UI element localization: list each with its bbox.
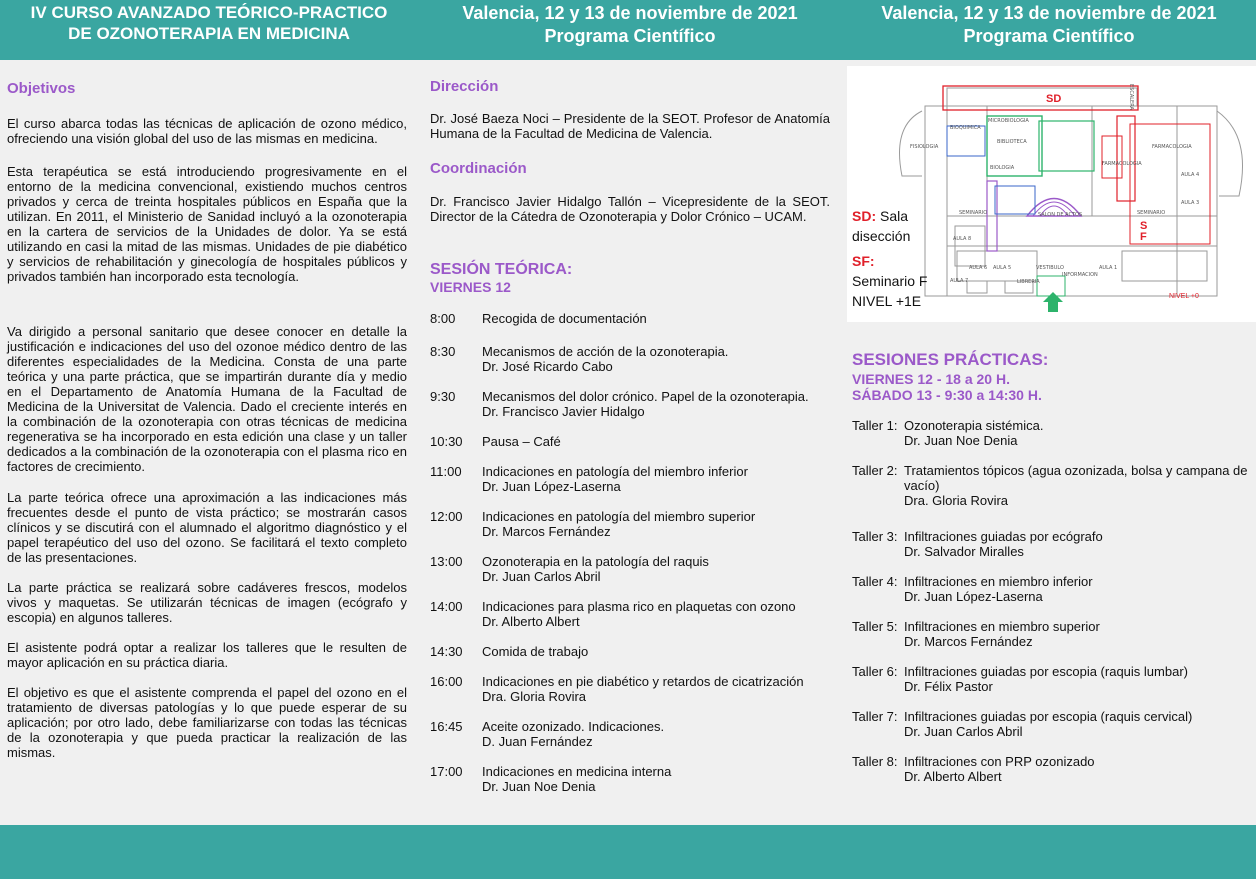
legend-sf-line1: Seminario F: [852, 273, 928, 289]
sesiones-practicas-saturday: SÁBADO 13 - 9:30 a 14:30 H.: [852, 387, 1042, 403]
course-title-line2: DE OZONOTERAPIA EN MEDICINA: [68, 24, 350, 43]
legend-sd-line1: Sala: [880, 208, 909, 224]
map-label-aula6: AULA 6: [969, 265, 988, 271]
map-label-aula3: AULA 3: [1181, 200, 1200, 206]
taller-title: Infiltraciones guiadas por escopia (raquis lumbar): [904, 664, 1188, 679]
coordinacion-title: Coordinación: [430, 160, 527, 177]
taller-label: Taller 8:: [852, 754, 898, 769]
direccion-text: Dr. José Baeza Noci – Presidente de la SEOT. Profesor de Anatomía Humana de la Facultad de Medicina de Valencia.: [430, 111, 830, 141]
map-label-aula7: AULA 7: [950, 278, 969, 284]
map-label-microbiologia: MICROBIOLOGIA: [988, 118, 1029, 124]
taller-speaker: Dr. Félix Pastor: [904, 679, 993, 694]
map-label-biologia: BIOLOGIA: [990, 165, 1015, 171]
map-label-aula4: AULA 4: [1181, 172, 1200, 178]
schedule-speaker: Dr. Alberto Albert: [482, 614, 580, 629]
map-label-seminario: SEMINARIO: [959, 210, 988, 216]
map-label-vestibulo: VESTIBULO: [1036, 265, 1064, 271]
course-title: [0, 2, 418, 44]
schedule-time: 14:00: [430, 599, 463, 614]
taller-label: Taller 2:: [852, 463, 898, 478]
sesion-teorica-day: VIERNES 12: [430, 279, 511, 295]
schedule-speaker: Dr. Francisco Javier Hidalgo: [482, 404, 645, 419]
footer-band: [0, 825, 1256, 879]
schedule-time: 10:30: [430, 434, 463, 449]
schedule-title: Indicaciones en pie diabético y retardos de cicatrización: [482, 674, 804, 689]
schedule-speaker: Dr. Juan López-Laserna: [482, 479, 621, 494]
map-label-seminario-2: SEMINARIO: [1137, 210, 1166, 216]
schedule-time: 11:00: [430, 464, 462, 479]
coordinacion-text: Dr. Francisco Javier Hidalgo Tallón – Vicepresidente de la SEOT. Director de la Cátedra de Ozonoterapia y Dolor Crónico – UCAM.: [430, 194, 830, 224]
schedule-time: 12:00: [430, 509, 463, 524]
objetivos-title: Objetivos: [7, 80, 76, 97]
taller-label: Taller 7:: [852, 709, 898, 724]
schedule-speaker: Dra. Gloria Rovira: [482, 689, 587, 704]
schedule-title: Indicaciones en patología del miembro superior: [482, 509, 756, 524]
map-label-sf-s: S: [1140, 220, 1148, 232]
schedule-title: Mecanismos del dolor crónico. Papel de la ozonoterapia.: [482, 389, 809, 404]
objetivos-paragraph: El objetivo es que el asistente comprenda el papel del ozono en el tratamiento de diversas patologías y lo que puede esperar de su aplicación; por otro lado, debe familiarizarse con todas las técnicas de la ozonoterapia y que pueda practicar la realización de las mismas.: [7, 685, 407, 760]
map-label-informacion: INFORMACION: [1062, 272, 1098, 278]
schedule-title: Ozonoterapia en la patología del raquis: [482, 554, 709, 569]
schedule-speaker: Dr. José Ricardo Cabo: [482, 359, 613, 374]
map-label-biblioteca: BIBLIOTECA: [997, 139, 1027, 145]
legend-sd-line2: disección: [852, 228, 911, 244]
map-label-fisiologia: FISIOLOGIA: [910, 144, 939, 150]
schedule-title: Indicaciones en medicina interna: [482, 764, 672, 779]
objetivos-paragraph: El asistente podrá optar a realizar los talleres que le resulten de mayor aplicación en su práctica diaria.: [7, 640, 407, 670]
map-label-salon: SALON DE ACTOS: [1038, 212, 1083, 218]
taller-speaker: Dr. Marcos Fernández: [904, 634, 1033, 649]
taller-label: Taller 1:: [852, 418, 898, 433]
program-line: Programa Científico: [963, 26, 1135, 46]
map-label-sd: SD: [1046, 93, 1062, 105]
objetivos-paragraph: El curso abarca todas las técnicas de aplicación de ozono médico, ofreciendo una visión global del uso de las mismas en medicina.: [7, 116, 407, 146]
taller-title: Infiltraciones guiadas por ecógrafo: [904, 529, 1103, 544]
schedule-time: 9:30: [430, 389, 456, 404]
taller-title: Infiltraciones guiadas por escopia (raquis cervical): [904, 709, 1193, 724]
taller-speaker: Dr. Juan Noe Denia: [904, 433, 1018, 448]
taller-label: Taller 4:: [852, 574, 898, 589]
schedule-time: 13:00: [430, 554, 463, 569]
schedule-time: 14:30: [430, 644, 463, 659]
schedule-title: Comida de trabajo: [482, 644, 589, 659]
schedule-time: 16:00: [430, 674, 463, 689]
taller-speaker: Dra. Gloria Rovira: [904, 493, 1009, 508]
objetivos-paragraph: Esta terapéutica se está introduciendo progresivamente en el entorno de la medicina convencional, existiendo muchos centros privados y cerca de treinta hospitales públicos en España que la utilizan. En 2011, el Ministerio de Sanidad incluyó a la ozonoterapia en la cartera de servicios de la Unidades de dolor. Ya se está utilizando en casi la mitad de las mismas. Unidades de pie diabético y servicios de rehabilitación y ginecología de hospitales públicos y privados también han incorporado esta tecnología.: [7, 164, 407, 284]
taller-label: Taller 3:: [852, 529, 898, 544]
legend-sf-line2: NIVEL +1E: [852, 293, 922, 309]
date-header-right: [842, 2, 1256, 48]
schedule-title: Aceite ozonizado. Indicaciones.: [482, 719, 665, 734]
taller-title: Infiltraciones con PRP ozonizado: [904, 754, 1095, 769]
schedule-time: 16:45: [430, 719, 463, 734]
schedule-speaker: Dr. Juan Carlos Abril: [482, 569, 601, 584]
schedule-time: 8:00: [430, 311, 456, 326]
schedule-speaker: Dr. Marcos Fernández: [482, 524, 611, 539]
taller-label: Taller 6:: [852, 664, 898, 679]
floor-plan-map: [847, 66, 1256, 322]
taller-speaker: Dr. Juan Carlos Abril: [904, 724, 1023, 739]
map-label-farmacologia: FARMACOLOGIA: [1102, 161, 1142, 167]
taller-label: Taller 5:: [852, 619, 898, 634]
taller-title: Infiltraciones en miembro inferior: [904, 574, 1093, 589]
objetivos-paragraph: La parte teórica ofrece una aproximación a las indicaciones más frecuentes desde el punto de vista práctico; se mostrarán casos clínicos y se discutirá con el alumnado el algoritmo diagnóstico y el papel terapéutico del uso del ozono. Se facilitará el texto completo de las presentaciones.: [7, 490, 407, 565]
taller-speaker: Dr. Salvador Miralles: [904, 544, 1024, 559]
schedule-title: Recogida de documentación: [482, 311, 647, 326]
objetivos-paragraph: La parte práctica se realizará sobre cadáveres frescos, modelos vivos y maquetas. Se utilizarán técnicas de imagen (ecógrafo y escopia) en algunos talleres.: [7, 580, 407, 625]
taller-speaker: Dr. Alberto Albert: [904, 769, 1002, 784]
map-label-aula1: AULA 1: [1099, 265, 1118, 271]
objetivos-paragraph: Va dirigido a personal sanitario que desee conocer en detalle la justificación e indicaciones del uso del ozonoe médico dentro de las diferentes especialidades de la Medicina. Consta de una parte teórica y una parte práctica, que se impartirán durante día y medio en el Departamento de Anatomía Humana de la Facultad de Medicina de la Universitat de Valencia. Dado el creciente interés en la combinación de la ozonoterapia con otras técnicas de medicina regenerativa se ha incorporado en esta edición una clase y un taller dedicados a la combinación de la ozonoterapia con el plasma rico en factores de crecimiento.: [7, 324, 407, 474]
map-label-escalera: ESCALERA: [1128, 84, 1134, 110]
schedule-title: Indicaciones en patología del miembro inferior: [482, 464, 748, 479]
date-header-center: [420, 2, 840, 48]
taller-title: Tratamientos tópicos (agua ozonizada, bolsa y campana de vacío): [904, 463, 1248, 493]
map-label-farmacologia-2: FARMACOLOGIA: [1152, 144, 1192, 150]
sesion-teorica-title: SESIÓN TEÓRICA:: [430, 261, 573, 278]
schedule-time: 8:30: [430, 344, 456, 359]
legend-sd-key: SD:: [852, 208, 877, 224]
schedule-speaker: D. Juan Fernández: [482, 734, 593, 749]
course-title-line1: IV CURSO AVANZADO TEÓRICO-PRACTICO: [30, 3, 388, 22]
schedule-speaker: Dr. Juan Noe Denia: [482, 779, 596, 794]
sesiones-practicas-friday: VIERNES 12 - 18 a 20 H.: [852, 371, 1010, 387]
taller-title: Ozonoterapia sistémica.: [904, 418, 1044, 433]
sesiones-practicas-title: SESIONES PRÁCTICAS:: [852, 350, 1049, 369]
map-label-sf-f: F: [1140, 231, 1147, 243]
date-line: Valencia, 12 y 13 de noviembre de 2021: [462, 3, 798, 23]
schedule-title: Mecanismos de acción de la ozonoterapia.: [482, 344, 729, 359]
date-line: Valencia, 12 y 13 de noviembre de 2021: [881, 3, 1217, 23]
program-line: Programa Científico: [544, 26, 716, 46]
map-label-aula8: AULA 8: [953, 236, 972, 242]
map-legend: [852, 206, 927, 311]
schedule-title: Indicaciones para plasma rico en plaquetas con ozono: [482, 599, 796, 614]
taller-title: Infiltraciones en miembro superior: [904, 619, 1100, 634]
taller-speaker: Dr. Juan López-Laserna: [904, 589, 1043, 604]
map-label-bioquimica: BIOQUIMICA: [950, 125, 981, 131]
schedule-title: Pausa – Café: [482, 434, 561, 449]
direccion-title: Dirección: [430, 78, 499, 95]
map-label-aula5: AULA 5: [993, 265, 1012, 271]
schedule-time: 17:00: [430, 764, 463, 779]
legend-sf-key: SF:: [852, 253, 875, 269]
map-label-libreria: LIBRERIA: [1017, 279, 1040, 285]
map-label-nivel: NIVEL +0: [1169, 293, 1199, 300]
